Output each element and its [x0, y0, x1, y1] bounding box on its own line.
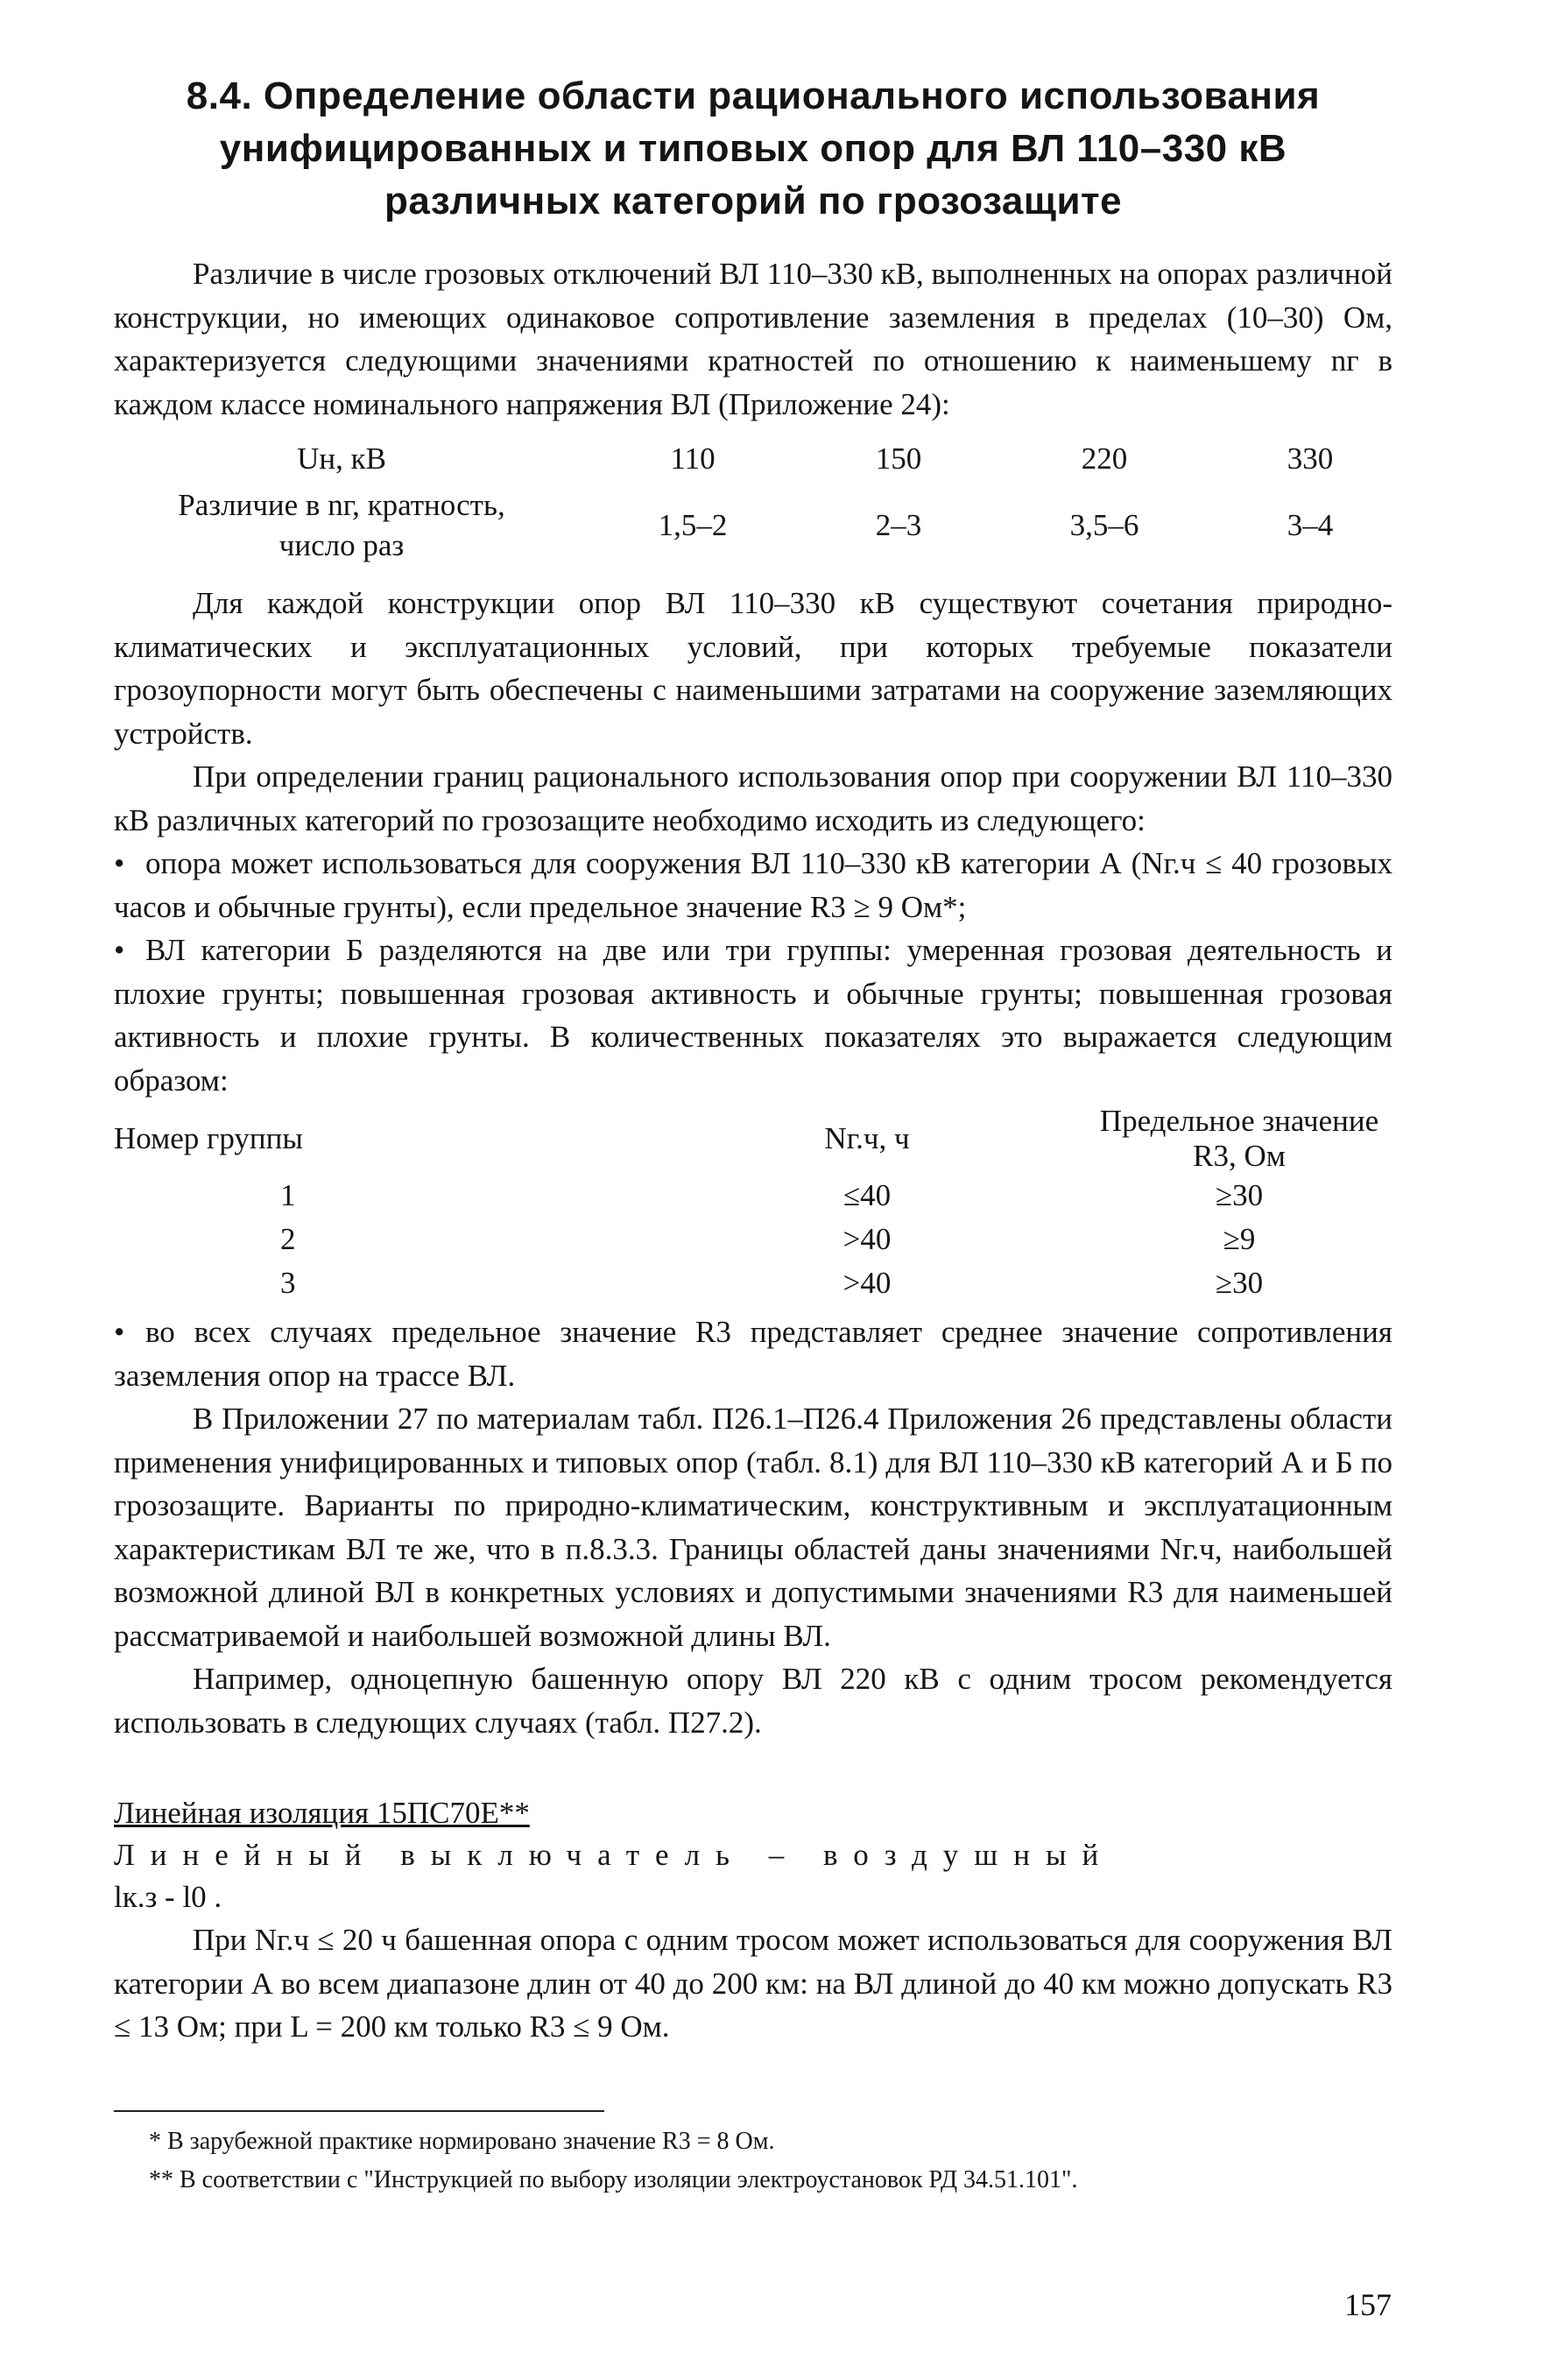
ratio-table-value-row [114, 485, 1392, 566]
ratio-label-line-1: Различие в nг, кратность, [178, 488, 505, 522]
paragraph-2: Для каждой конструкции опор ВЛ 110–330 кВ существуют сочетания природно-климатических и эксплуатационных условий, при которых требуемые показатели грозоупорности могут быть обеспечены с наименьшими затратами на сооружение заземляющих устройств. [114, 586, 1392, 751]
group-hours: >40 [842, 1266, 892, 1300]
voltage-label: Uн, кВ [297, 441, 386, 476]
bullet-dot: • [114, 846, 125, 880]
footnote-divider [114, 2110, 604, 2112]
voltage-cell: 220 [1081, 441, 1128, 476]
voltage-cell: 330 [1287, 441, 1334, 476]
group-resistance: ≥9 [1223, 1222, 1256, 1256]
ratio-label [114, 485, 569, 566]
length-line: lк.з - l0 . [114, 1880, 222, 1914]
insulation-line: Линейная изоляция 15ПС70Е** [114, 1796, 530, 1830]
bullet-dot: • [114, 933, 125, 967]
group-table-row [114, 1261, 1392, 1305]
insulation-block [114, 1792, 1392, 1918]
heading-line-1: 8.4. Определение области рационального использования [186, 74, 1321, 117]
paragraph-5: Например, одноцепную башенную опору ВЛ 220 кВ с одним тросом рекомендуется использовать в следующих случаях (табл. П27.2). [114, 1662, 1392, 1740]
heading-line-3: различных категорий по грозозащите [384, 180, 1123, 222]
group-col-header: Номер группы [114, 1121, 303, 1155]
intro-paragraph: Различие в числе грозовых отключений ВЛ 110–330 кВ, выполненных на опорах различной конструкции, но имеющих одинаковое сопротивление заземления в пределах (10–30) Ом, характеризуется следующими значениями кратностей по отношению к наименьшему nг в каждом классе номинального напряжения ВЛ (Приложение 24): [114, 257, 1392, 421]
group-number: 2 [280, 1222, 296, 1256]
paragraph-6: При Nг.ч ≤ 20 ч башенная опора с одним тросом может использоваться для сооружения ВЛ категории А во всем диапазоне длин от 40 до 200 км: на ВЛ длиной до 40 км можно допускать R3 ≤ 13 Ом; при L = 200 км только R3 ≤ 9 Ом. [114, 1923, 1392, 2044]
bullet-item-2 [114, 929, 1392, 1102]
section-heading [114, 70, 1392, 228]
page [114, 70, 1392, 2200]
group-hours: ≤40 [842, 1178, 892, 1212]
page-number: 157 [1344, 2287, 1392, 2322]
footnote-1: * В зарубежной практике нормировано значение R3 = 8 Ом. [149, 2127, 775, 2155]
ratio-table [114, 433, 1392, 566]
paragraph-4: В Приложении 27 по материалам табл. П26.1–П26.4 Приложения 26 представлены области применения унифицированных и типовых опор (табл. 8.1) для ВЛ 110–330 кВ категорий А и Б по грозозащите. Варианты по природно-климатическим, конструктивным и эксплуатационным характеристикам ВЛ те же, что в п.8.3.3. Границы областей даны значениями Nг.ч, наибольшей возможной длиной ВЛ в конкретных условиях и допустимыми значениями R3 для наименьшей рассматриваемой и наибольшей возможной длины ВЛ. [114, 1402, 1392, 1653]
group-table-header [114, 1104, 1392, 1174]
heading-line-2: унифицированных и типовых опор для ВЛ 110–330 кВ [219, 127, 1287, 170]
ratio-table-header-row [114, 433, 1392, 485]
ratio-cell: 3,5–6 [1069, 508, 1139, 542]
group-table [114, 1104, 1392, 1305]
bullet-text-3: во всех случаях предельное значение R3 представляет среднее значение сопротивления заземления опор на трассе ВЛ. [114, 1315, 1392, 1393]
resistance-col-header: Предельное значение R3, Ом [1099, 1104, 1379, 1173]
ratio-cell: 1,5–2 [658, 508, 728, 542]
group-table-row [114, 1218, 1392, 1261]
voltage-cell: 110 [670, 441, 716, 476]
bullet-item-1 [114, 842, 1392, 929]
group-hours: >40 [842, 1222, 892, 1256]
group-table-row [114, 1174, 1392, 1218]
ratio-cell: 2–3 [875, 508, 922, 542]
paragraph-3: При определении границ рационального использования опор при сооружении ВЛ 110–330 кВ различных категорий по грозозащите необходимо исходить из следующего: [114, 759, 1392, 837]
group-number: 1 [280, 1178, 296, 1212]
voltage-cell: 150 [875, 441, 922, 476]
group-resistance: ≥30 [1215, 1178, 1264, 1212]
bullet-dot: • [114, 1315, 125, 1349]
group-resistance: ≥30 [1215, 1266, 1264, 1300]
footnote-2: ** В соответствии с "Инструкцией по выбору изоляции электроустановок РД 34.51.101". [149, 2165, 1078, 2193]
breaker-line: Линейный выключатель – воздушный [114, 1838, 1115, 1872]
bullet-text-2: ВЛ категории Б разделяются на две или три группы: умеренная грозовая деятельность и плохие грунты; повышенная грозовая активность и обычные грунты; повышенная грозовая активность и плохие грунты. В количественных показателях это выражается следующим образом: [114, 933, 1392, 1098]
bullet-text-1: опора может использоваться для сооружения ВЛ 110–330 кВ категории А (Nг.ч ≤ 40 грозовых часов и обычные грунты), если предельное значение R3 ≥ 9 Ом*; [114, 846, 1392, 924]
bullet-item-3 [114, 1310, 1392, 1397]
ratio-cell: 3–4 [1287, 508, 1334, 542]
group-number: 3 [280, 1266, 296, 1300]
hours-col-header: Nг.ч, ч [824, 1121, 910, 1155]
ratio-label-line-2: число раз [278, 528, 405, 562]
